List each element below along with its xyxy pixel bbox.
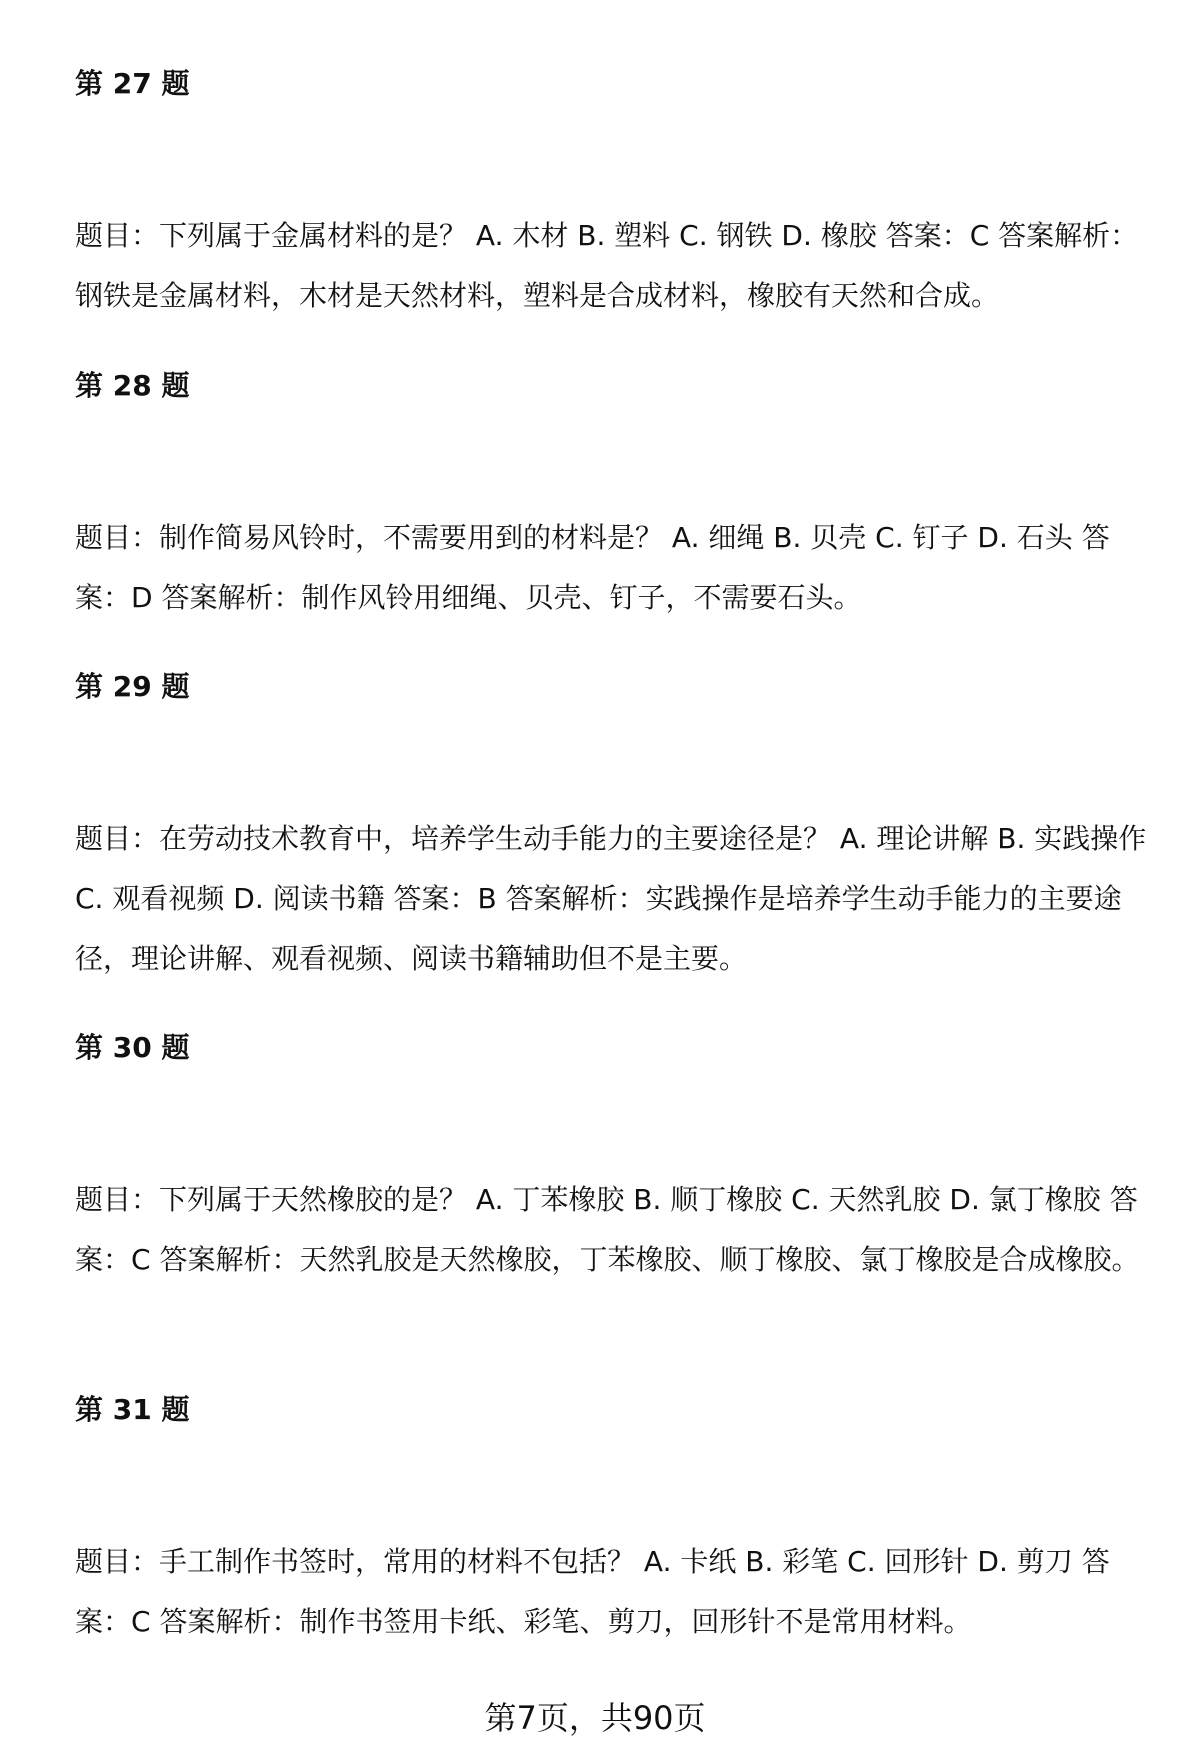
question-heading: 第 29 题 xyxy=(75,670,190,703)
question-body: 题目：制作简易风铃时，不需要用到的材料是？ A. 细绳 B. 贝壳 C. 钉子 D. 石头 答案：D 答案解析：制作风铃用细绳、贝壳、钉子，不需要石头。 xyxy=(75,521,1110,614)
question-heading: 第 27 题 xyxy=(75,67,190,100)
page-number: 第7页，共90页 xyxy=(484,1699,706,1737)
question-heading: 第 28 题 xyxy=(75,369,190,402)
question-heading: 第 30 题 xyxy=(75,1031,190,1064)
question-heading: 第 31 题 xyxy=(75,1393,190,1426)
question-body: 题目：下列属于天然橡胶的是？ A. 丁苯橡胶 B. 顺丁橡胶 C. 天然乳胶 D. 氯丁橡胶 答案：C 答案解析：天然乳胶是天然橡胶，丁苯橡胶、顺丁橡胶、氯丁橡胶是合成橡胶。 xyxy=(75,1183,1140,1276)
question-body: 题目：手工制作书签时，常用的材料不包括？ A. 卡纸 B. 彩笔 C. 回形针 D. 剪刀 答案：C 答案解析：制作书签用卡纸、彩笔、剪刀，回形针不是常用材料。 xyxy=(75,1545,1110,1638)
question-body: 题目：下列属于金属材料的是？ A. 木材 B. 塑料 C. 钢铁 D. 橡胶 答案：C 答案解析：钢铁是金属材料，木材是天然材料，塑料是合成材料，橡胶有天然和合成。 xyxy=(75,219,1139,312)
question-body: 题目：在劳动技术教育中，培养学生动手能力的主要途径是？ A. 理论讲解 B. 实践操作 C. 观看视频 D. 阅读书籍 答案：B 答案解析：实践操作是培养学生动手能力的主要途径，理论讲解、观看视频、阅读书籍辅助但不是主要。 xyxy=(75,822,1147,975)
